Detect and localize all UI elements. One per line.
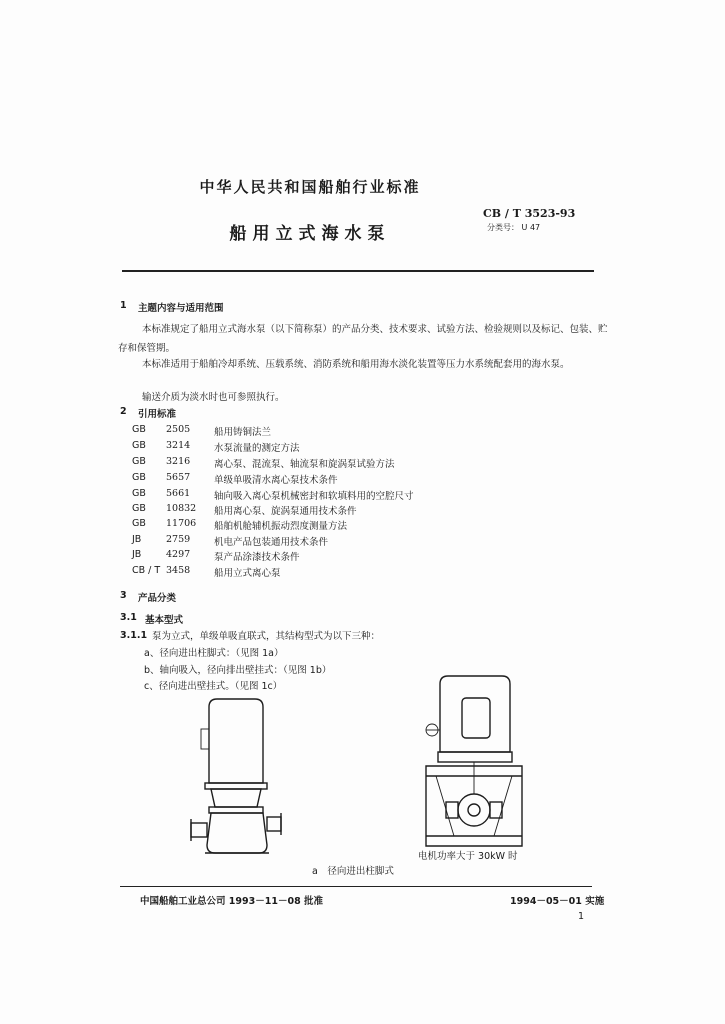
reference-org: GB <box>132 472 146 483</box>
approval-line: 中国船舶工业总公司 1993－11－08 批准 <box>140 896 323 907</box>
section-1-paragraph-3: 输送介质为淡水时也可参照执行。 <box>142 392 285 403</box>
standard-name: 船用立式海水泵 <box>229 224 391 244</box>
section-3-heading: 产品分类 <box>138 593 177 604</box>
reference-title: 泵产品涂漆技术条件 <box>214 552 300 563</box>
reference-org: GB <box>132 488 146 499</box>
pump-drawing-large-motor <box>418 672 530 850</box>
reference-number: 10832 <box>166 503 197 514</box>
standard-number: CB / T 3523-93 <box>483 207 576 220</box>
reference-title: 轴向吸入离心泵机械密封和软填料用的空腔尺寸 <box>214 491 414 502</box>
reference-number: 5657 <box>166 472 191 483</box>
pump-type-item: b、轴向吸入，径向排出壁挂式：（见图 1b） <box>144 665 332 676</box>
section-3-1-heading: 基本型式 <box>145 615 184 626</box>
section-1-paragraph-2: 本标准适用于船舶冷却系统、压载系统、消防系统和船用海水淡化装置等压力水系统配套用的海水泵。 <box>142 359 570 370</box>
reference-number: 3458 <box>166 565 191 576</box>
reference-org: JB <box>132 534 142 545</box>
reference-org: GB <box>132 518 146 529</box>
reference-title: 船用铸铜法兰 <box>214 427 272 438</box>
classification-number: 分类号： U 47 <box>487 223 541 232</box>
pump-type-item: a、径向进出柱脚式：（见图 1a） <box>144 648 284 659</box>
figure-caption: a 径向进出柱脚式 <box>312 866 394 877</box>
section-1-number: 1 <box>120 300 127 311</box>
pump-drawing-standard <box>185 695 295 865</box>
reference-number: 2505 <box>166 424 191 435</box>
reference-title: 机电产品包装通用技术条件 <box>214 537 329 548</box>
reference-number: 3214 <box>166 440 191 451</box>
reference-number: 11706 <box>166 518 197 529</box>
reference-number: 5661 <box>166 488 191 499</box>
reference-org: CB / T <box>132 565 161 576</box>
implementation-date: 1994－05－01 实施 <box>510 896 605 907</box>
reference-title: 船舶机舱辅机振动烈度测量方法 <box>214 521 348 532</box>
section-1-heading: 主题内容与适用范围 <box>138 303 224 314</box>
reference-number: 2759 <box>166 534 191 545</box>
reference-title: 水泵流量的测定方法 <box>214 443 300 454</box>
section-1-paragraph-1: 本标准规定了船用立式海水泵（以下简称泵）的产品分类、技术要求、试验方法、检验规则以及标记、包装、贮存和保管期。 <box>118 324 608 354</box>
reference-org: JB <box>132 549 142 560</box>
reference-org: GB <box>132 440 146 451</box>
section-3-number: 3 <box>120 590 127 601</box>
section-3-1-1-text: 泵为立式，单级单吸直联式，其结构型式为以下三种： <box>152 631 381 642</box>
reference-title: 单级单吸清水离心泵技术条件 <box>214 475 338 486</box>
reference-org: GB <box>132 456 146 467</box>
document-title: 中华人民共和国船舶行业标准 <box>199 178 421 196</box>
page-number: 1 <box>578 911 585 922</box>
section-2-heading: 引用标准 <box>138 409 177 420</box>
footer-divider <box>120 886 592 887</box>
reference-title: 离心泵、混流泵、轴流泵和旋涡泵试验方法 <box>214 459 395 470</box>
section-2-number: 2 <box>120 406 127 417</box>
reference-number: 3216 <box>166 456 191 467</box>
header-divider <box>122 270 594 272</box>
figure-power-note: 电机功率大于 30kW 时 <box>418 851 518 862</box>
reference-number: 4297 <box>166 549 191 560</box>
section-3-1-number: 3.1 <box>120 612 137 623</box>
reference-title: 船用离心泵、旋涡泵通用技术条件 <box>214 506 357 517</box>
pump-type-item: c、径向进出壁挂式。（见图 1c） <box>144 681 283 692</box>
reference-org: GB <box>132 424 146 435</box>
section-3-1-1-number: 3.1.1 <box>120 630 148 641</box>
reference-title: 船用立式离心泵 <box>214 568 281 579</box>
reference-org: GB <box>132 503 146 514</box>
